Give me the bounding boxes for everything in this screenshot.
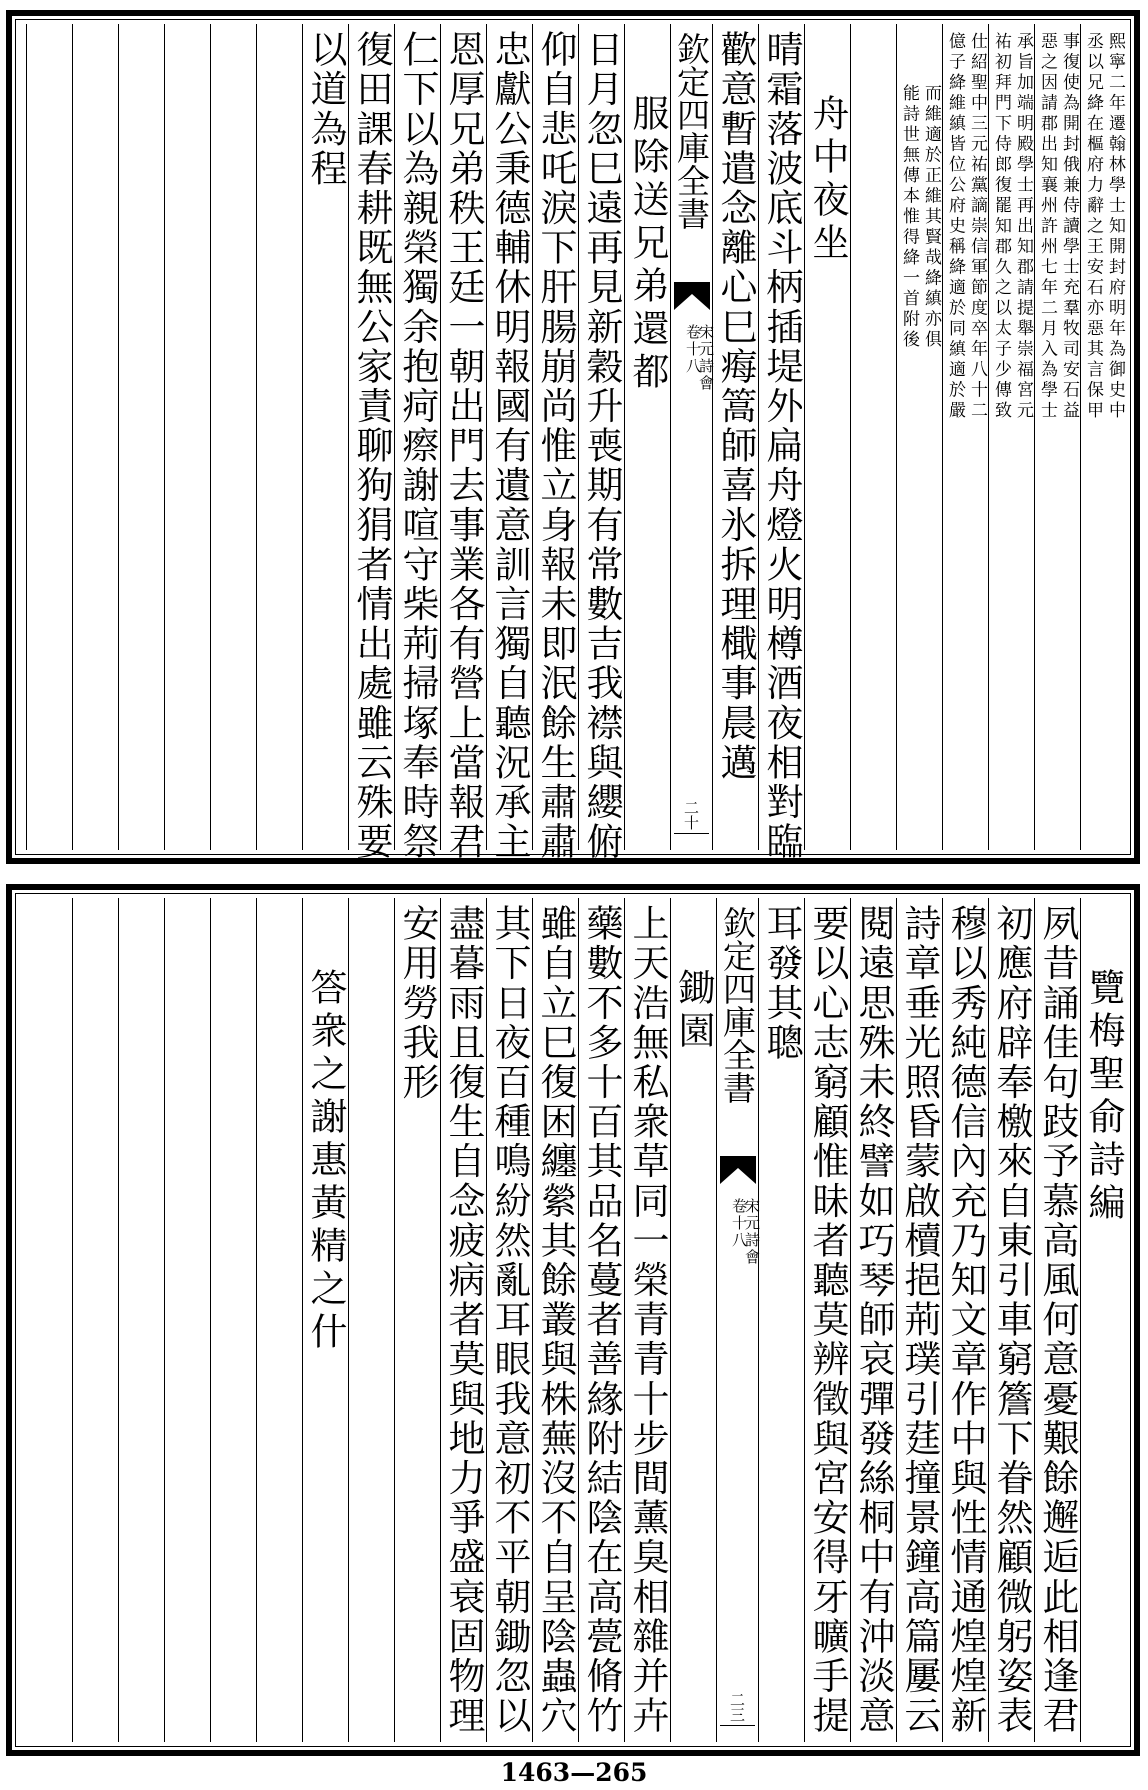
blank-column xyxy=(210,24,256,850)
text-line: 歡意暫遣念離心巳痗篙師喜氷拆理檝事晨邁 xyxy=(714,30,757,783)
text-line: 仰自悲吒淚下肝腸崩尚惟立身報未即泯餘生肅肅 xyxy=(534,30,577,862)
text-line: 雖自立巳復困纏縈其餘叢與株蕪沒不自呈陰蟲穴 xyxy=(534,904,577,1736)
page-bottom xyxy=(6,884,1140,1756)
text-column xyxy=(1034,898,1080,1742)
columns-bottom xyxy=(20,898,1126,1742)
note-line: 惡之因請郡出知襄州許州七年二月入為學士 xyxy=(1037,32,1057,422)
blank-column xyxy=(118,898,164,1742)
note-line: 承旨加端明殿學士再出知郡請提舉崇福宮元 xyxy=(1013,32,1033,422)
blank-column xyxy=(72,898,118,1742)
text-line: 上天浩無私衆草同一榮青青十步間薰臭相雜并卉 xyxy=(626,904,669,1736)
text-column xyxy=(758,24,804,862)
text-line: 安用勞我形 xyxy=(396,904,439,1102)
text-column xyxy=(302,24,348,850)
note-line: 億子絳維縝皆位公府史稱絳適於同縝適於嚴 xyxy=(945,32,965,422)
text-column xyxy=(532,898,578,1742)
blank-column xyxy=(210,898,256,1742)
fold-collection: 宋元詩會 xyxy=(697,324,715,392)
text-line: 夙昔誦佳句跂予慕高風何意憂艱餘邂逅此相逢君 xyxy=(1036,904,1079,1736)
text-line: 初應府辟奉檄來自東引車窮簷下眷然顧微躬姿表 xyxy=(990,904,1033,1736)
text-column xyxy=(578,24,624,862)
blank-column xyxy=(850,24,896,850)
note-column xyxy=(1080,24,1126,850)
text-line: 恩厚兄弟秩王廷一朝出門去事業各有營上當報君 xyxy=(442,30,485,862)
fold-juan: 卷十八 xyxy=(730,1198,748,1249)
note-line: 祐初拜門下侍郎復罷知郡久之以太子少傳致 xyxy=(991,32,1011,422)
note-column xyxy=(988,24,1034,850)
fold-bottom-rule xyxy=(720,1725,755,1726)
text-column xyxy=(578,898,624,1742)
text-column xyxy=(624,898,670,1742)
text-line: 仁下以為親榮獨余抱疴瘵謝喧守柴荊掃塚奉時祭 xyxy=(396,30,439,862)
columns-top xyxy=(20,24,1126,862)
note-line: 熙寧二年遷翰林學士知開封府明年為御史中 xyxy=(1105,32,1125,422)
text-line: 閱遠思殊未終譬如巧琴師哀彈發絲桐中有沖淡意 xyxy=(852,904,895,1736)
text-line: 忠獻公秉德輔休明報國有遺意訓言獨自聽況承主 xyxy=(488,30,531,862)
poem-title-column xyxy=(1080,898,1126,1742)
fold-folio: 二三 xyxy=(728,1692,746,1722)
text-line: 復田課春耕既無公家責聊狗狷者情出處雖云殊要 xyxy=(350,30,393,862)
blank-column xyxy=(26,24,72,850)
poem-title-column xyxy=(670,898,716,1742)
fold-book-title: 欽定四庫全書 xyxy=(672,32,711,230)
fold-book-title: 欽定四庫全書 xyxy=(718,906,757,1104)
note-line: 事復使為開封俄兼侍讀學士充羣牧司安石益 xyxy=(1059,32,1079,422)
blank-column xyxy=(72,24,118,850)
poem-title-column xyxy=(624,24,670,850)
text-column xyxy=(712,24,758,850)
text-column xyxy=(348,24,394,862)
fold-bottom-rule xyxy=(674,833,709,834)
text-column xyxy=(440,898,486,1742)
text-line: 要以心志窮顧惟昧者聽莫辨徵與宮安得牙曠手提 xyxy=(806,904,849,1736)
text-column xyxy=(850,898,896,1742)
text-column xyxy=(486,24,532,862)
blank-column xyxy=(348,898,394,1742)
blank-column xyxy=(256,898,302,1742)
page-top xyxy=(6,10,1140,864)
blank-column xyxy=(118,24,164,850)
poem-title: 覽梅聖俞詩編 xyxy=(1082,968,1125,1226)
note-column xyxy=(1034,24,1080,850)
note-line: 而維適於正維其賢哉絳縝亦俱 xyxy=(921,84,941,351)
poem-title: 服除送兄弟還都 xyxy=(626,94,669,395)
poem-title-column xyxy=(804,24,850,850)
text-column xyxy=(440,24,486,862)
poem-title: 答衆之謝惠黃精之什 xyxy=(304,968,347,1355)
text-line: 以道為程 xyxy=(304,30,347,189)
poem-title: 舟中夜坐 xyxy=(806,94,849,266)
text-line: 藥數不多十百其品名蔓者善緣附結陰在高甍脩竹 xyxy=(580,904,623,1736)
text-column xyxy=(532,24,578,862)
text-column xyxy=(988,898,1034,1742)
blank-column xyxy=(164,898,210,1742)
text-line: 盡暮雨且復生自念疲病者莫與地力爭盛衰固物理 xyxy=(442,904,485,1736)
text-line: 其下日夜百種鳴紛然亂耳眼我意初不平朝鋤忽以 xyxy=(488,904,531,1736)
text-line: 日月忽巳遠再見新穀升喪期有常數吉我襟與纓俯 xyxy=(580,30,623,862)
note-column xyxy=(896,24,942,850)
note-line: 丞以兄絳在樞府力辭之王安石亦惡其言保甲 xyxy=(1083,32,1103,422)
text-column xyxy=(394,898,440,1742)
note-column xyxy=(942,24,988,850)
text-column xyxy=(942,898,988,1742)
fold-column xyxy=(716,898,761,1742)
fold-juan: 卷十八 xyxy=(684,324,702,375)
text-column xyxy=(486,898,532,1742)
poem-title: 鋤園 xyxy=(672,968,715,1054)
blank-column xyxy=(0,24,26,850)
text-column xyxy=(394,24,440,862)
fold-collection: 宋元詩會 xyxy=(743,1198,761,1266)
note-line: 能詩世無傳本惟得絳一首附後 xyxy=(899,84,919,351)
text-column xyxy=(758,898,804,1742)
text-line: 耳發其聰 xyxy=(760,904,803,1063)
text-line: 詩章垂光照昏蒙啟櫝挹荊璞引莛撞景鐘高篇屢云 xyxy=(898,904,941,1736)
poem-title-column xyxy=(302,898,348,1742)
blank-column xyxy=(164,24,210,850)
fishtail-mark xyxy=(720,1156,756,1184)
fold-folio: 二十 xyxy=(682,800,700,830)
text-column xyxy=(804,898,850,1742)
fold-column xyxy=(670,24,715,850)
blank-column xyxy=(26,898,72,1742)
blank-column xyxy=(256,24,302,850)
note-line: 仕紹聖中三元祐黨謫崇信軍節度卒年八十二 xyxy=(967,32,987,422)
text-column xyxy=(896,898,942,1742)
page-number: 1463—265 xyxy=(500,1758,648,1787)
text-line: 晴霜落波底斗柄插堤外扁舟燈火明樽酒夜相對臨 xyxy=(760,30,803,862)
text-line: 穆以秀純德信內充乃知文章作中與性情通煌煌新 xyxy=(944,904,987,1736)
fishtail-mark xyxy=(674,282,710,310)
